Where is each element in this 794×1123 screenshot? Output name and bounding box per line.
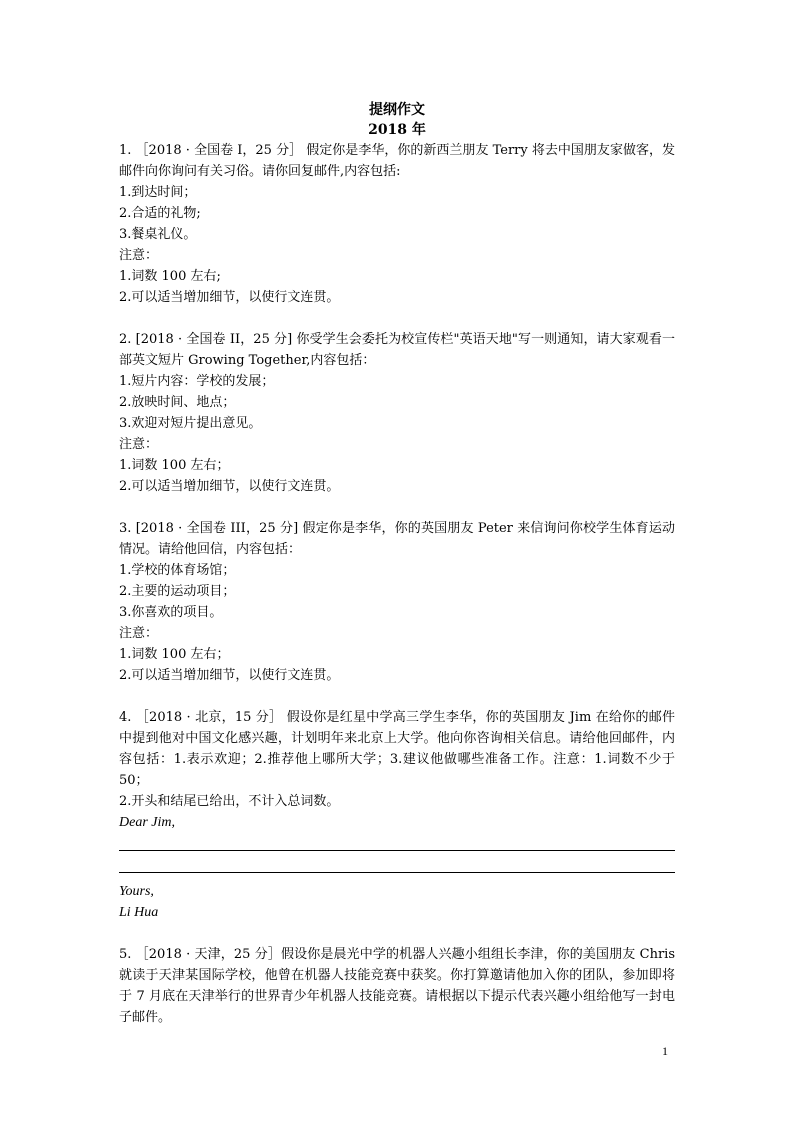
document-title: 提纲作文 (369, 102, 425, 118)
question-2-note: 1.词数 100 左右； (119, 458, 230, 473)
page-number: 1 (662, 1044, 668, 1058)
spacer (119, 833, 675, 850)
question-1-stem: 1. ［2018 · 全国卷 I，25 分］ 假定你是李华，你的新西兰朋友 Terry 将去中国朋友家做客，发邮件向你询问有关习俗。请你回复邮件,内容包括: (119, 143, 675, 179)
question-3-item: 2.主要的运动项目； (119, 584, 236, 599)
question-1-note: 2.可以适当增加细节，以使行文连贯。 (119, 290, 340, 305)
question-5-stem: 5. ［2018 · 天津，25 分］假设你是晨光中学的机器人兴趣小组组长李津，你的美国朋友 Chris 就读于天津某国际学校，他曾在机器人技能竞赛中获奖。你打算邀请他加入你的团队，参加即将于 7 月底在天津举行的世界青少年机器人技能竞赛。请根据以下提示代表兴趣小组给他写一封电子邮件。 (119, 947, 675, 1025)
question-2-item: 3.欢迎对短片提出意见。 (119, 416, 262, 431)
question-2-item: 2.放映时间、地点； (119, 395, 236, 410)
question-4-stem: 4. ［2018 · 北京，15 分］ 假设你是红星中学高三学生李华，你的英国朋友 Jim 在给你的邮件中提到他对中国文化感兴趣，计划明年来北京上大学。他向你咨询相关信息。请给他回邮件，内容包括：1.表示欢迎；2.推荐他上哪所大学；3.建议他做哪些准备工作。注意：1.词数不少于 50； (119, 710, 675, 788)
question-1 (119, 140, 675, 308)
spacer (119, 923, 675, 944)
question-1-item: 3.餐桌礼仪。 (119, 227, 197, 242)
question-2-note-label: 注意： (119, 437, 159, 452)
question-3-item: 1.学校的体育场馆； (119, 563, 236, 578)
spacer (119, 308, 675, 329)
document-body (119, 100, 675, 1028)
spacer (119, 497, 675, 518)
question-4 (119, 707, 675, 923)
question-3-stem: 3. [2018 · 全国卷 III，25 分] 假定你是李华，你的英国朋友 Peter 来信询问你校学生体育运动情况。请给他回信，内容包括： (119, 521, 675, 557)
question-3-note-label: 注意： (119, 626, 159, 641)
question-3-note: 2.可以适当增加细节，以使行文连贯。 (119, 668, 340, 683)
question-3-note: 1.词数 100 左右； (119, 647, 230, 662)
question-3-item: 3.你喜欢的项目。 (119, 605, 223, 620)
question-1-item: 2.合适的礼物; (119, 206, 201, 221)
year-heading: 2018 年 (368, 122, 426, 138)
question-2 (119, 329, 675, 497)
spacer (119, 686, 675, 707)
question-3 (119, 518, 675, 686)
spacer (119, 873, 675, 881)
question-1-note-label: 注意： (119, 248, 159, 263)
question-2-note: 2.可以适当增加细节，以使行文连贯。 (119, 479, 340, 494)
question-4-note: 2.开头和结尾已给出，不计入总词数。 (119, 794, 340, 809)
question-2-item: 1.短片内容：学校的发展； (119, 374, 275, 389)
letter-salutation: Dear Jim, (119, 815, 175, 830)
question-5 (119, 944, 675, 1028)
question-1-note: 1.词数 100 左右; (119, 269, 221, 284)
letter-closing: Yours, (119, 884, 154, 899)
question-1-item: 1.到达时间； (119, 185, 197, 200)
spacer (119, 851, 675, 872)
question-2-stem: 2. [2018 · 全国卷 II，25 分] 你受学生会委托为校宣传栏"英语天地"写一则通知，请大家观看一部英文短片 Growing Together,内容包括： (119, 332, 675, 368)
letter-signature: Li Hua (119, 905, 159, 920)
